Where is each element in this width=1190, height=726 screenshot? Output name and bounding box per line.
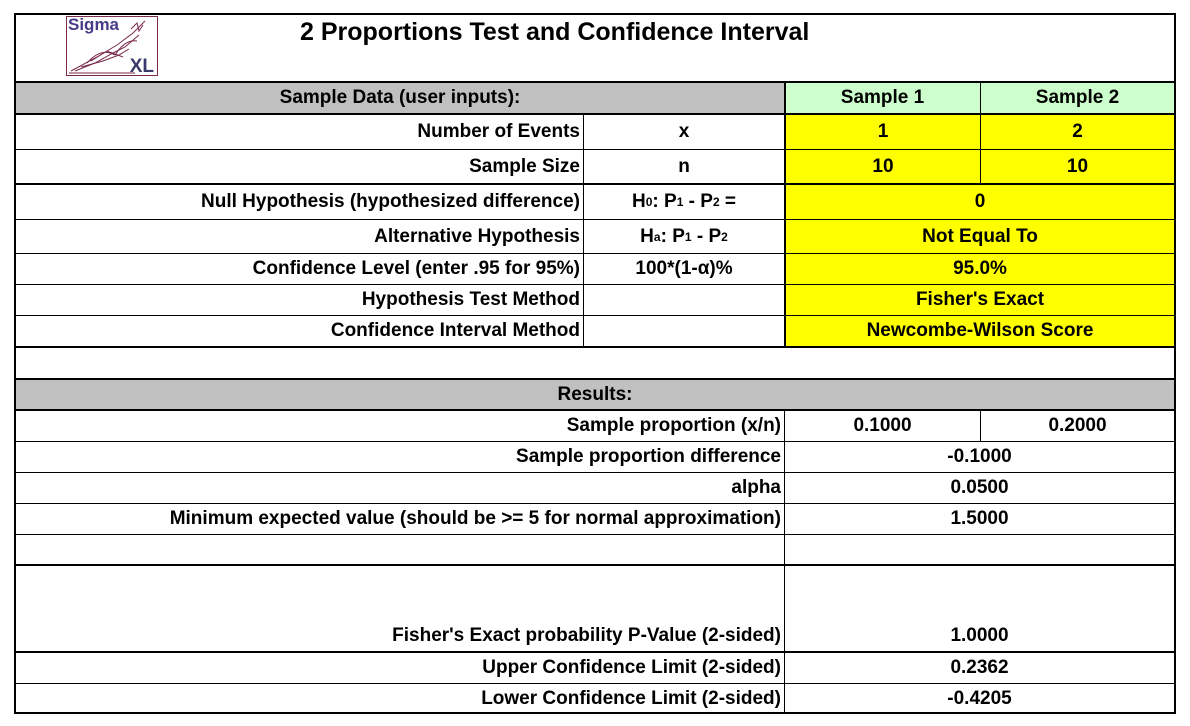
symbol-part: - P <box>683 191 713 212</box>
row-label-ci-method: Confidence Interval Method <box>330 320 580 341</box>
symbol-part: = <box>719 191 736 212</box>
section-header-sample-data <box>16 83 784 113</box>
symbol-alternative-hypothesis: H a : P 1 - P 2 <box>640 225 728 247</box>
divider <box>14 346 1176 348</box>
logo-text-xl: XL <box>129 56 154 77</box>
section-label: Results: <box>557 383 633 405</box>
result-label-p-value: Fisher's Exact probability P-Value (2-sided) <box>392 624 781 646</box>
result-p-value: 1.0000 <box>950 624 1009 646</box>
divider <box>14 564 1176 566</box>
section-label: Sample Data (user inputs): <box>279 87 521 108</box>
row-label-sample-size: Sample Size <box>469 155 580 177</box>
result-label-upper-cl: Upper Confidence Limit (2-sided) <box>482 657 781 678</box>
input-size-sample-1[interactable]: 10 <box>786 150 980 183</box>
result-proportion-sample-2: 0.2000 <box>1048 415 1107 436</box>
symbol-null-hypothesis: H 0 : P 1 - P 2 = <box>631 191 736 212</box>
page-title: 2 Proportions Test and Confidence Interval <box>300 18 810 46</box>
row-label-confidence-level: Confidence Level (enter .95 for 95%) <box>252 258 580 279</box>
symbol-x: x <box>678 121 690 142</box>
result-label-min-expected: Minimum expected value (should be >= 5 for normal approximation) <box>169 508 781 529</box>
symbol-n: n <box>678 155 690 177</box>
row-label-test-method: Hypothesis Test Method <box>361 289 580 310</box>
symbol-part: : P <box>660 225 685 247</box>
symbol-part: H <box>640 225 654 247</box>
select-test-method[interactable]: Fisher's Exact <box>786 285 1174 315</box>
result-lower-cl-value: -0.4205 <box>947 688 1012 709</box>
input-confidence-level[interactable]: 95.0% <box>786 254 1174 284</box>
result-min-expected-value: 1.5000 <box>950 508 1009 529</box>
result-label-sample-proportion: Sample proportion (x/n) <box>566 415 781 436</box>
input-size-sample-2[interactable]: 10 <box>981 150 1174 183</box>
result-label-lower-cl: Lower Confidence Limit (2-sided) <box>481 688 781 709</box>
result-label-difference: Sample proportion difference <box>516 446 781 467</box>
column-header-label: Sample 1 <box>840 87 925 108</box>
divider <box>14 534 1176 535</box>
result-upper-cl-value: 0.2362 <box>950 657 1009 678</box>
row-label-number-of-events: Number of Events <box>417 121 580 142</box>
result-difference-value: -0.1000 <box>947 446 1012 467</box>
column-header-label: Sample 2 <box>1035 87 1120 108</box>
result-proportion-sample-1: 0.1000 <box>853 415 912 436</box>
input-hypothesized-difference[interactable]: 0 <box>786 185 1174 219</box>
input-events-sample-2[interactable]: 2 <box>981 115 1174 149</box>
column-header-sample-2 <box>981 83 1174 113</box>
section-header-results <box>16 380 1174 409</box>
symbol-part: - P <box>691 225 722 247</box>
column-header-sample-1 <box>785 83 980 113</box>
sigmaxl-logo <box>66 16 158 76</box>
result-label-alpha: alpha <box>731 477 781 498</box>
select-alternative-hypothesis[interactable]: Not Equal To <box>786 220 1174 253</box>
input-events-sample-1[interactable]: 1 <box>786 115 980 149</box>
select-ci-method[interactable]: Newcombe-Wilson Score <box>786 316 1174 346</box>
symbol-confidence: 100*(1-α)% <box>635 258 733 279</box>
result-alpha-value: 0.0500 <box>950 477 1009 498</box>
symbol-part: : P <box>652 191 677 212</box>
logo-text-sigma: Sigma <box>68 15 120 34</box>
row-label-alternative-hypothesis: Alternative Hypothesis <box>374 225 580 247</box>
row-label-null-hypothesis: Null Hypothesis (hypothesized difference) <box>201 191 580 212</box>
symbol-part: H <box>631 191 646 212</box>
